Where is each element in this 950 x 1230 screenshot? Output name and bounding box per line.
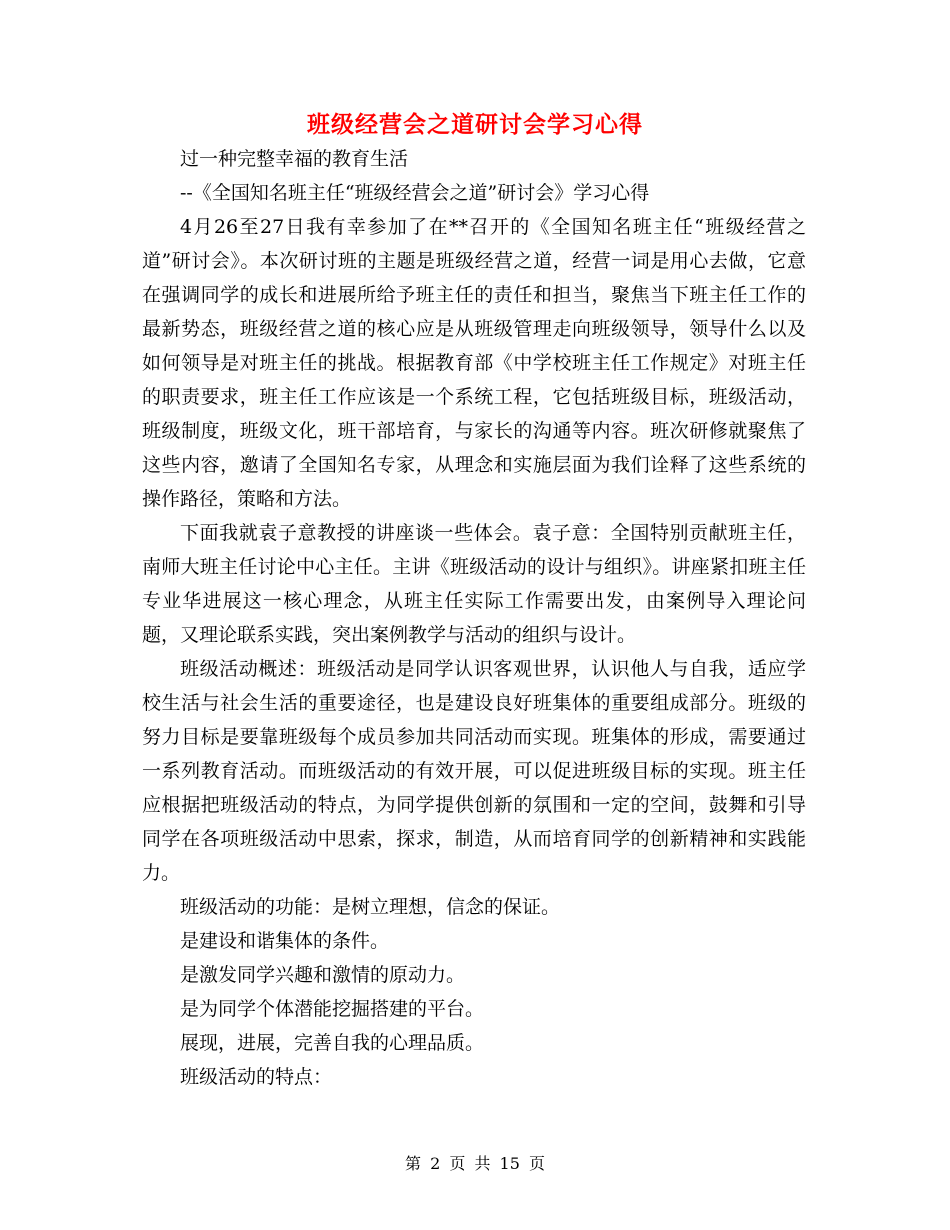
document-title: 班级经营会之道研讨会学习心得 — [307, 111, 643, 138]
paragraph-features-heading: 班级活动的特点： — [180, 1066, 333, 1088]
paragraph-function-2: 是建设和谐集体的条件。 — [180, 930, 390, 952]
document-body — [142, 142, 806, 1094]
page-number-footer: 第 2 页 共 15 页 — [405, 1154, 545, 1173]
subtitle-line: 过一种完整幸福的教育生活 — [180, 148, 409, 170]
paragraph-function-5: 展现，进展，完善自我的心理品质。 — [180, 1032, 485, 1054]
paragraph-overview: 班级活动概述：班级活动是同学认识客观世界，认识他人与自我，适应学校生活与社会生活的重要途径，也是建设良好班集体的重要组成部分。班级的努力目标是要靠班级每个成员参加共同活动而实现。班集体的形成，需要通过一系列教育活动。而班级活动的有效开展，可以促进班级目标的实现。班主任应根据把班级活动的特点，为同学提供创新的氛围和一定的空间，鼓舞和引导同学在各项班级活动中思索，探求，制造，从而培育同学的创新精神和实践能力。 — [142, 658, 806, 884]
paragraph-function-1: 班级活动的功能：是树立理想，信念的保证。 — [180, 896, 561, 918]
paragraph-lecture: 下面我就袁子意教授的讲座谈一些体会。袁子意：全国特别贡献班主任，南师大班主任讨论中心主任。主讲《班级活动的设计与组织》。讲座紧扣班主任专业华进展这一核心理念，从班主任实际工作需要出发，由案例导入理论问题，又理论联系实践，突出案例教学与活动的组织与设计。 — [142, 522, 806, 646]
subtitle-source-line: --《全国知名班主任“班级经营会之道”研讨会》学习心得 — [180, 182, 650, 204]
paragraph-function-3: 是激发同学兴趣和激情的原动力。 — [180, 964, 466, 986]
paragraph-intro: 4月26至27日我有幸参加了在**召开的《全国知名班主任“班级经营之道”研讨会》。本次研讨班的主题是班级经营之道，经营一词是用心去做，它意在强调同学的成长和进展所给予班主任的责任和担当，聚焦当下班主任工作的最新势态，班级经营之道的核心应是从班级管理走向班级领导，领导什么以及如何领导是对班主任的挑战。根据教育部《中学校班主任工作规定》对班主任的职责要求，班主任工作应该是一个系统工程，它包括班级目标，班级活动，班级制度，班级文化，班干部培育，与家长的沟通等内容。班次研修就聚焦了这些内容，邀请了全国知名专家，从理念和实施层面为我们诠释了这些系统的操作路径，策略和方法。 — [142, 216, 806, 510]
paragraph-function-4: 是为同学个体潜能挖掘搭建的平台。 — [180, 998, 485, 1020]
